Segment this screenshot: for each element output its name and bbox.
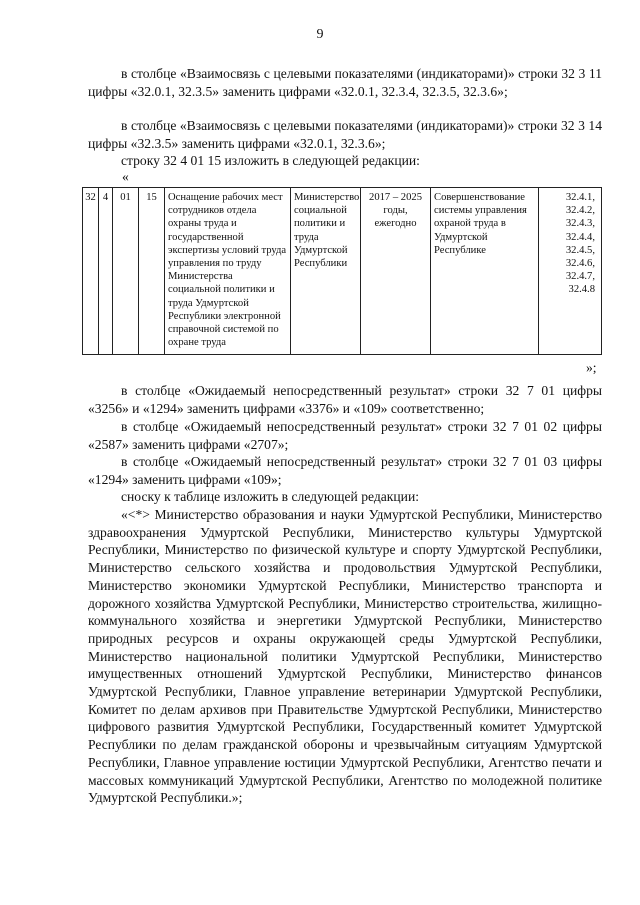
indicator-code: 32.4.2, bbox=[565, 205, 595, 217]
quote-close: »; bbox=[586, 360, 597, 375]
paragraph-4: в столбце «Ожидаемый непосредственный результат» строки 32 7 01 цифры «3256» и «1294» заменить цифрами «3376» и «109» соответственно; bbox=[88, 383, 602, 416]
indicator-code: 32.4.3, bbox=[565, 218, 595, 230]
paragraph-3: строку 32 4 01 15 изложить в следующей редакции: bbox=[121, 153, 420, 168]
paragraph-1: в столбце «Взаимосвязь с целевыми показателями (индикаторами)» строки 32 3 11 цифры «32.0.1, 32.3.5» заменить цифрами «32.0.1, 32.3.4, 32.3.5, 32.3.6»; bbox=[88, 66, 602, 99]
paragraph-6: в столбце «Ожидаемый непосредственный результат» строки 32 7 01 03 цифры «1294» заменить цифрами «109»; bbox=[88, 454, 602, 487]
paragraph-7: сноску к таблице изложить в следующей редакции: bbox=[121, 489, 420, 504]
code-cell-2: 4 bbox=[99, 188, 113, 354]
indicators-list bbox=[542, 191, 595, 297]
executor-cell: Министерство социальной политики и труда Удмуртской Республики bbox=[291, 188, 361, 354]
period-cell: 2017 – 2025 годы, ежегодно bbox=[361, 188, 431, 354]
page-number: 9 bbox=[316, 27, 324, 42]
indicator-code: 32.4.1, bbox=[565, 192, 595, 203]
code-cell-3: 01 bbox=[113, 188, 139, 354]
code-cell-1: 32 bbox=[83, 188, 99, 354]
indicators-cell bbox=[539, 188, 601, 354]
event-name-cell: Оснащение рабочих мест сотрудников отдела охраны труда и государственной экспертизы условий труда управления по труду Министерства социальной политики и труда Удмуртской Республики электронной справочной системой по охране труда bbox=[165, 188, 291, 354]
indicator-code: 32.4.4, bbox=[565, 231, 595, 243]
indicator-code: 32.4.6, bbox=[565, 258, 595, 270]
result-cell: Совершенствование системы управления охраной труда в Удмуртской Республике bbox=[431, 188, 539, 354]
indicator-code: 32.4.5, bbox=[565, 244, 595, 256]
indicator-code: 32.4.7, bbox=[565, 271, 595, 283]
replacement-table-row bbox=[82, 187, 602, 355]
code-cell-4: 15 bbox=[139, 188, 165, 354]
footnote-paragraph: «<*> Министерство образования и науки Удмуртской Республики, Министерство здравоохранения Удмуртской Республики, Министерство культуры Удмуртской Республики, Министерство по физической культуре и спорту Удмуртской Республики, Министерство сельского хозяйства и продовольствия Удмуртской Республики, Министерство экономики Удмуртской Республики, Министерство транспорта и дорожного хозяйства Удмуртской Республики, Министерство строительства, жилищно-коммунального хозяйства и энергетики Удмуртской Республики, Министерство природных ресурсов и охраны окружающей среды Удмуртской Республики, Министерство национальной политики Удмуртской Республики, Министерство имущественных отношений Удмуртской Республики, Министерство финансов Удмуртской Республики, Главное управление ветеринарии Удмуртской Республики, Комитет по делам архивов при Правительстве Удмуртской Республики, Министерство цифрового развития Удмуртской Республики, Государственный комитет Удмуртской Республики по делам гражданской обороны и чрезвычайным ситуациям Удмуртской Республики, Главное управление юстиции Удмуртской Республики, Агентство печати и массовых коммуникаций Удмуртской Республики, Агентство по молодежной политике Удмуртской Республики.»; bbox=[88, 507, 602, 806]
quote-open: « bbox=[122, 169, 129, 184]
paragraph-5: в столбце «Ожидаемый непосредственный результат» строки 32 7 01 02 цифры «2587» заменить цифрами «2707»; bbox=[88, 419, 602, 452]
paragraph-2: в столбце «Взаимосвязь с целевыми показателями (индикаторами)» строки 32 3 14 цифры «32.3.5» заменить цифрами «32.0.1, 32.3.6»; bbox=[88, 118, 602, 151]
indicator-code: 32.4.8 bbox=[568, 284, 595, 296]
